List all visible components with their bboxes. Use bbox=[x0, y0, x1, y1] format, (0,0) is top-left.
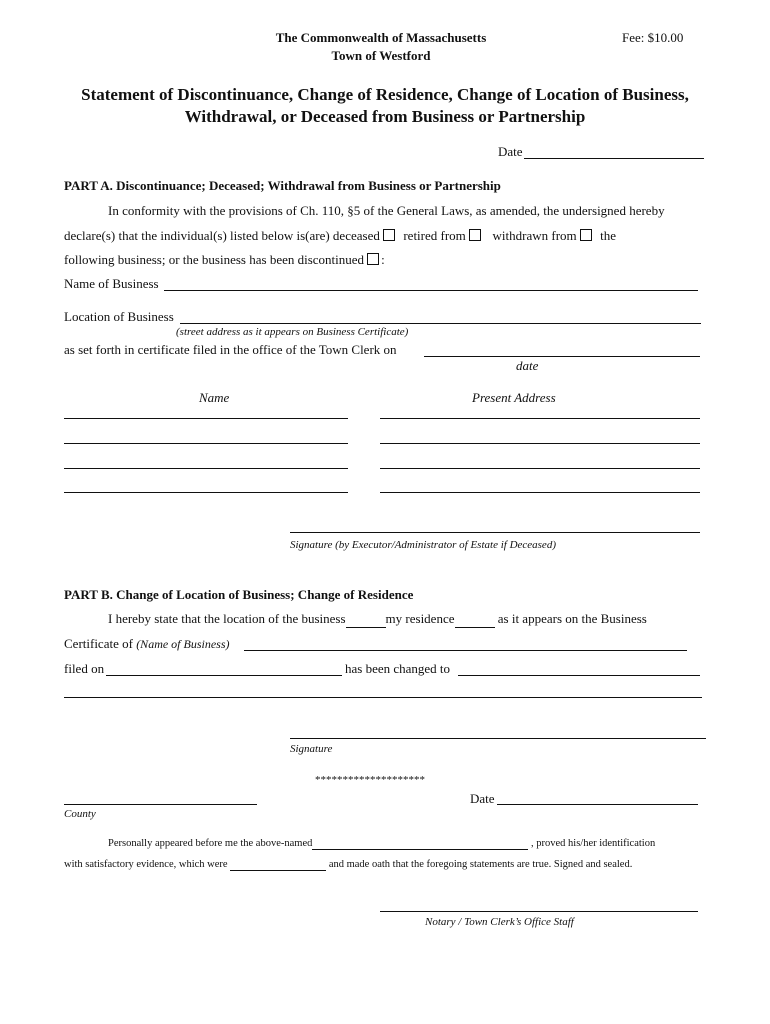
address-field-4[interactable] bbox=[380, 492, 700, 493]
form-title-line-2: Withdrawal, or Deceased from Business or Partnership bbox=[184, 107, 586, 126]
county-label: County bbox=[64, 808, 96, 820]
changed-to-label: has been changed to bbox=[345, 661, 451, 676]
personally-appeared-text: Personally appeared before me the above-named , proved his/her identification bbox=[108, 838, 656, 849]
name-of-business-field[interactable] bbox=[164, 290, 698, 291]
name-field-4[interactable] bbox=[64, 492, 348, 493]
filed-on-label: filed on bbox=[64, 661, 105, 676]
filed-on-field[interactable] bbox=[106, 675, 342, 676]
part-b-paragraph-line-1: I hereby state that the location of the business my residence as it appears on the Business bbox=[108, 611, 647, 626]
location-of-business-label: Location of Business bbox=[64, 309, 174, 324]
date-field[interactable] bbox=[524, 158, 704, 159]
satisfactory-evidence-text: with satisfactory evidence, which were and made oath that the foregoing statements are true. Signed and sealed. bbox=[64, 859, 633, 870]
part-b-heading: PART B. Change of Location of Business; Change of Residence bbox=[64, 587, 414, 602]
separator-stars: ******************** bbox=[315, 774, 425, 786]
address-field-3[interactable] bbox=[380, 468, 700, 469]
notary-signature-label: Notary / Town Clerk’s Office Staff bbox=[425, 916, 574, 928]
name-field-2[interactable] bbox=[64, 443, 348, 444]
column-header-name: Name bbox=[199, 390, 230, 405]
location-hint: (street address as it appears on Business Certificate) bbox=[176, 326, 409, 338]
part-a-heading: PART A. Discontinuance; Deceased; Withdrawal from Business or Partnership bbox=[64, 178, 501, 193]
retired-from-checkbox[interactable] bbox=[469, 229, 481, 241]
notary-date-field[interactable] bbox=[497, 804, 698, 805]
header-town: Town of Westford bbox=[331, 48, 431, 63]
part-a-paragraph-line-3: following business; or the business has been discontinued : bbox=[64, 252, 385, 267]
county-field[interactable] bbox=[64, 804, 257, 805]
residence-blank[interactable] bbox=[455, 611, 495, 628]
date-label: Date bbox=[498, 144, 523, 159]
column-header-present-address: Present Address bbox=[472, 390, 556, 405]
discontinued-checkbox[interactable] bbox=[367, 253, 379, 265]
address-field-1[interactable] bbox=[380, 418, 700, 419]
certificate-filed-label: as set forth in certificate filed in the office of the Town Clerk on bbox=[64, 342, 397, 357]
withdrawn-from-checkbox[interactable] bbox=[580, 229, 592, 241]
certificate-of-label: Certificate of (Name of Business) bbox=[64, 636, 230, 651]
certificate-of-business-field[interactable] bbox=[244, 650, 687, 651]
changed-to-field[interactable] bbox=[458, 675, 700, 676]
name-field-3[interactable] bbox=[64, 468, 348, 469]
executor-signature-label: Signature (by Executor/Administrator of Estate if Deceased) bbox=[290, 539, 556, 551]
address-field-2[interactable] bbox=[380, 443, 700, 444]
name-of-business-label: Name of Business bbox=[64, 276, 159, 291]
part-b-signature-label: Signature bbox=[290, 743, 333, 755]
business-location-blank[interactable] bbox=[346, 611, 386, 628]
part-b-signature-field[interactable] bbox=[290, 738, 706, 739]
above-named-field[interactable] bbox=[312, 838, 528, 850]
part-a-paragraph-line-1: In conformity with the provisions of Ch. 110, §5 of the General Laws, as amended, the undersigned hereby bbox=[108, 203, 665, 218]
certificate-filed-date-field[interactable] bbox=[424, 356, 700, 357]
notary-date-label: Date bbox=[470, 791, 495, 806]
location-of-business-field[interactable] bbox=[180, 323, 701, 324]
part-a-paragraph-line-2: declare(s) that the individual(s) listed below is(are) deceased retired from withdrawn from the bbox=[64, 228, 617, 243]
header-commonwealth: The Commonwealth of Massachusetts bbox=[275, 30, 487, 45]
notary-signature-field[interactable] bbox=[380, 911, 698, 912]
fee-label: Fee: $10.00 bbox=[622, 30, 684, 45]
executor-signature-field[interactable] bbox=[290, 532, 700, 533]
changed-to-continuation-field[interactable] bbox=[64, 697, 702, 698]
form-title-line-1: Statement of Discontinuance, Change of Residence, Change of Location of Business, bbox=[81, 85, 689, 104]
deceased-checkbox[interactable] bbox=[383, 229, 395, 241]
date-hint: date bbox=[516, 358, 539, 373]
name-field-1[interactable] bbox=[64, 418, 348, 419]
evidence-field[interactable] bbox=[230, 859, 326, 871]
